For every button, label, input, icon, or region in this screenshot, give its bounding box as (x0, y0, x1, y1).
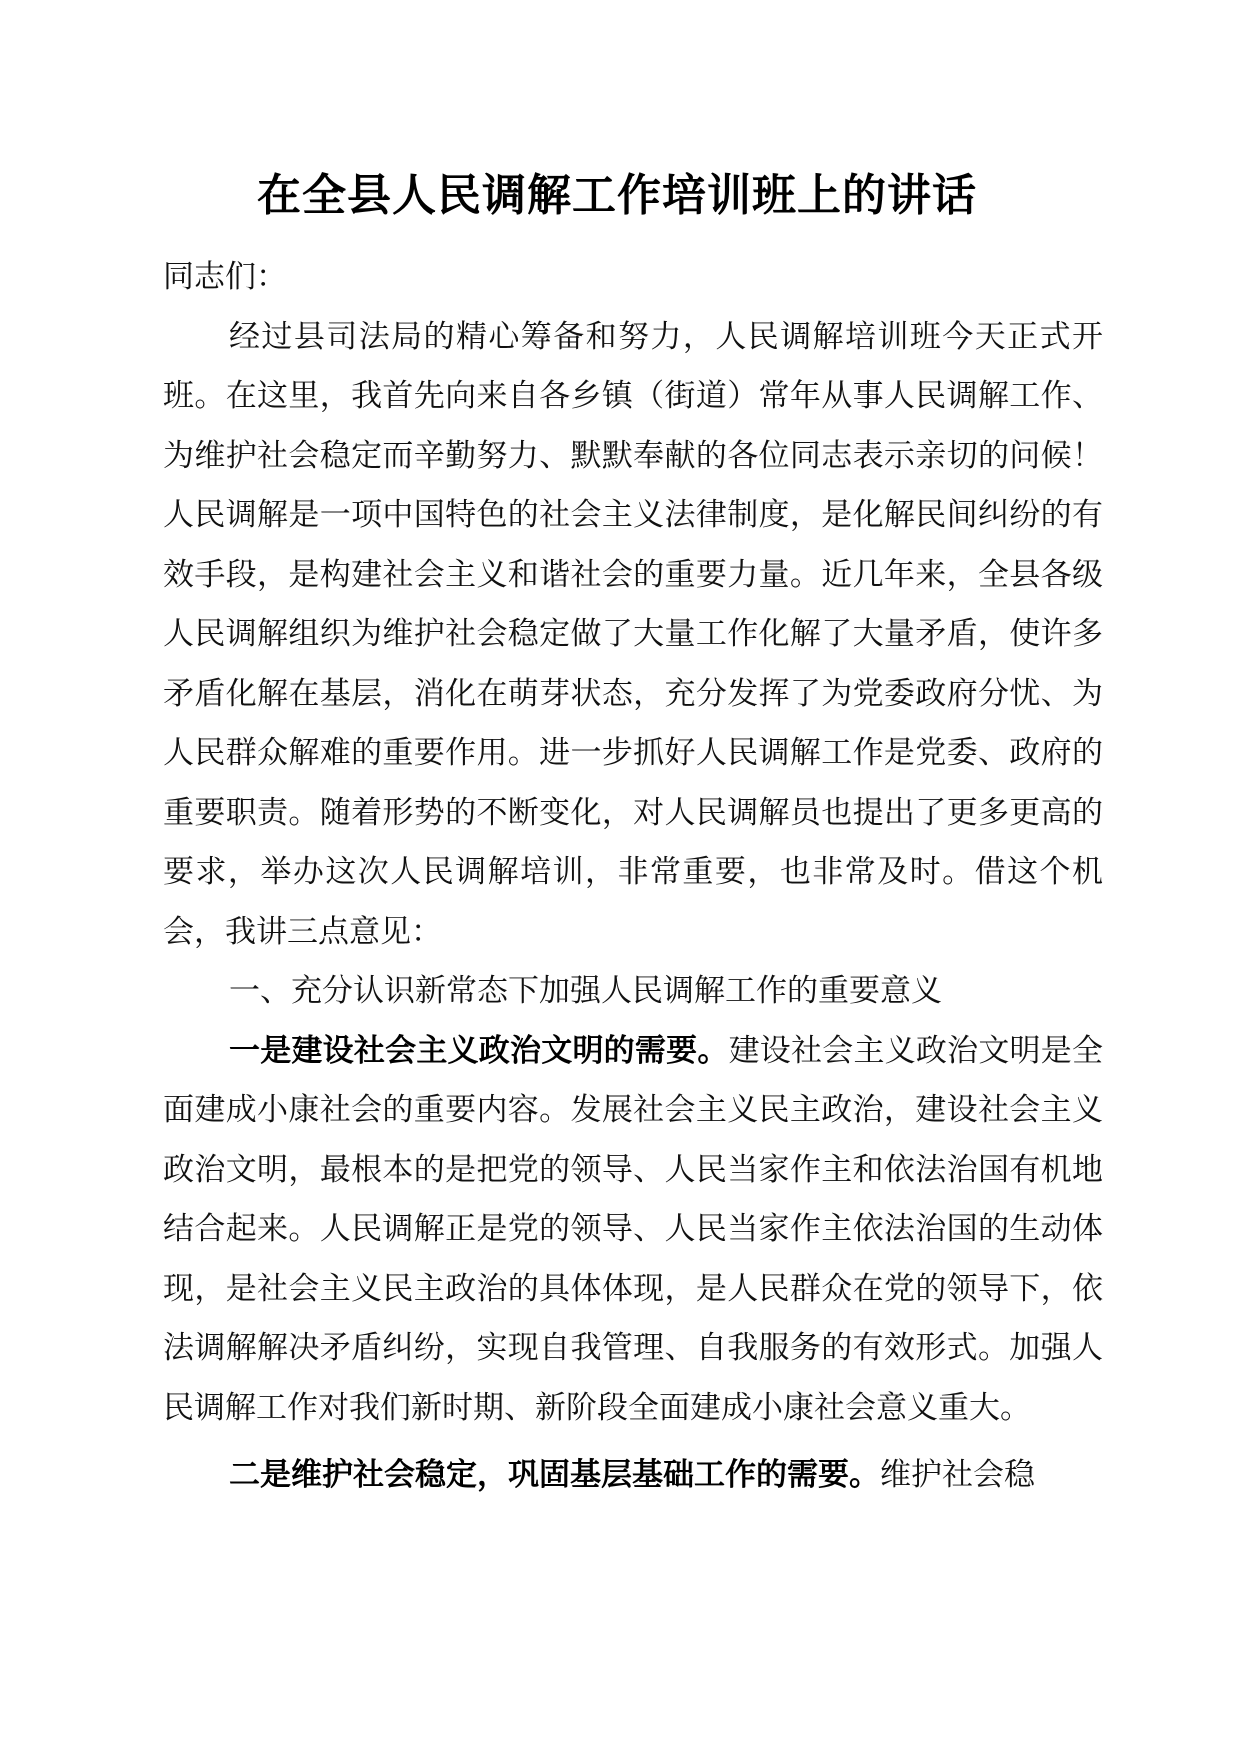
salutation: 同志们： (163, 259, 287, 295)
paragraph-point-one (163, 1022, 1103, 1439)
paragraph-point-two (163, 1446, 1103, 1506)
section-heading (163, 962, 1103, 1022)
paragraph-lead-bold: 一是建设社会主义政治文明的需要。 (229, 1032, 729, 1069)
document-body (163, 248, 1103, 1506)
paragraph-intro (163, 308, 1103, 963)
section-heading-text: 一、充分认识新常态下加强人民调解工作的重要意义 (229, 973, 942, 1009)
paragraph-text: 经过县司法局的精心筹备和努力，人民调解培训班今天正式开班。在这里，我首先向来自各乡镇（街道）常年从事人民调解工作、为维护社会稳定而辛勤努力、默默奉献的各位同志表示亲切的问候！人民调解是一项中国特色的社会主义法律制度，是化解民间纠纷的有效手段，是构建社会主义和谐社会的重要力量。近几年来，全县各级人民调解组织为维护社会稳定做了大量工作化解了大量矛盾，使许多矛盾化解在基层，消化在萌芽状态，充分发挥了为党委政府分忧、为人民群众解难的重要作用。进一步抓好人民调解工作是党委、政府的重要职责。随着形势的不断变化，对人民调解员也提出了更多更高的要求，举办这次人民调解培训，非常重要，也非常及时。借这个机会，我讲三点意见： (163, 318, 1103, 950)
paragraph-text: 建设社会主义政治文明是全面建成小康社会的重要内容。发展社会主义民主政治，建设社会主义政治文明，最根本的是把党的领导、人民当家作主和依法治国有机地结合起来。人民调解正是党的领导、人民当家作主依法治国的生动体现，是社会主义民主政治的具体体现，是人民群众在党的领导下，依法调解解决矛盾纠纷，实现自我管理、自我服务的有效形式。加强人民调解工作对我们新时期、新阶段全面建成小康社会意义重大。 (163, 1032, 1104, 1426)
paragraph-lead-bold: 二是维护社会稳定，巩固基层基础工作的需要。 (229, 1457, 880, 1493)
document-title: 在全县人民调解工作培训班上的讲话 (257, 170, 977, 221)
paragraph-text: 维护社会稳 (880, 1457, 1035, 1493)
